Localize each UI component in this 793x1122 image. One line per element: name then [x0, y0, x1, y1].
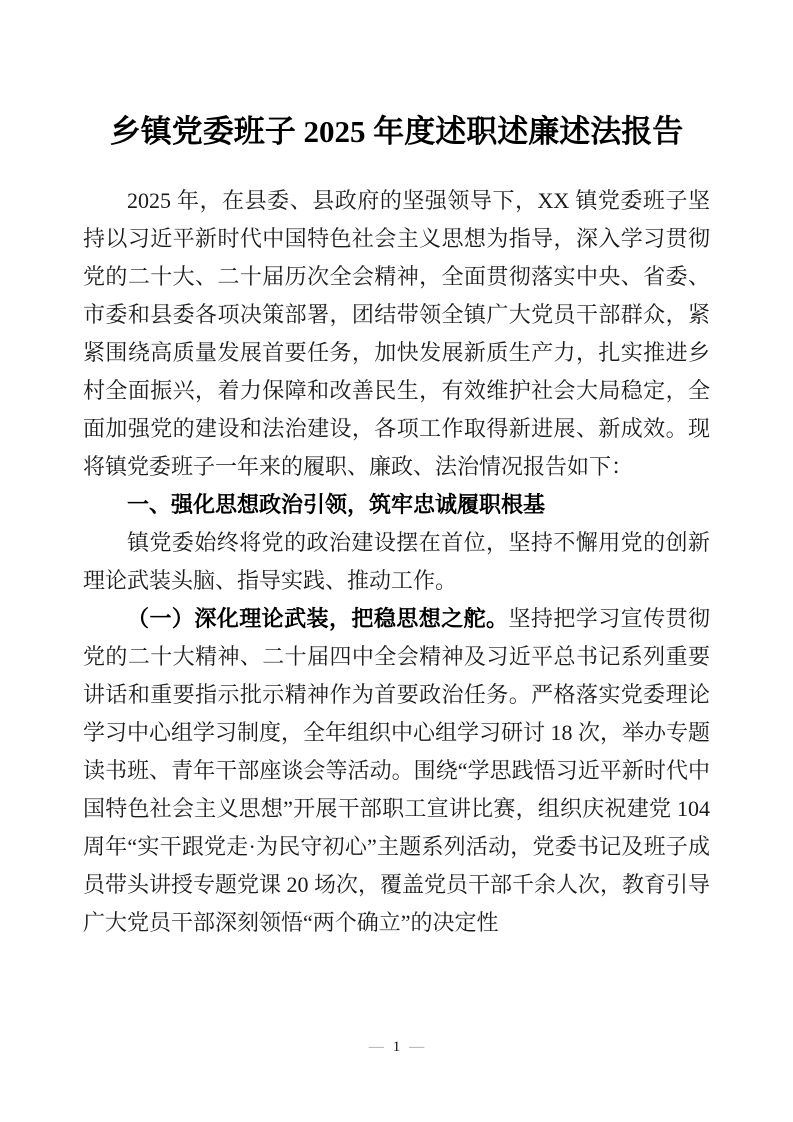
paragraph-body-text: 坚持把学习宣传贯彻党的二十大精神、二十届四中全会精神及习近平总书记系列重要讲话和重要指示批示精神作为首要政治任务。严格落实党委理论学习中心组学习制度，全年组织中心组学习研讨 18 次，举办专题读书班、青年干部座谈会等活动。围绕“学思践悟习近平新时代中国特色社会主义思想”开展干部职工宣讲比赛，组织庆祝建党 104 周年“实干跟党走·为民守初心”主题系列活动，党委书记及班子成员带头讲授专题党课 20 场次，覆盖党员干部千余人次，教育引导广大党员干部深刻领悟“两个确立”的决定性	[83, 606, 711, 935]
section-1-paragraph-2	[83, 600, 710, 942]
document-body	[83, 182, 710, 942]
page-number: 1	[392, 1039, 401, 1055]
footer-dash-right: —	[409, 1039, 425, 1055]
section-1-paragraph-1: 镇党委始终将党的政治建设摆在首位，坚持不懈用党的创新理论武装头脑、指导实践、推动工作。	[83, 530, 710, 593]
paragraph-lead-emphasis: （一）深化理论武装，把稳思想之舵。	[127, 606, 509, 631]
footer-dash-left: —	[368, 1039, 384, 1055]
document-title: 乡镇党委班子 2025 年度述职述廉述法报告	[109, 114, 684, 149]
section-1-heading: 一、强化思想政治引领，筑牢忠诚履职根基	[127, 492, 546, 517]
page-footer	[0, 1038, 793, 1056]
intro-paragraph: 2025 年，在县委、县政府的坚强领导下，XX 镇党委班子坚持以习近平新时代中国特色社会主义思想为指导，深入学习贯彻党的二十大、二十届历次全会精神，全面贯彻落实中央、省委、市委和县委各项决策部署，团结带领全镇广大党员干部群众，紧紧围绕高质量发展首要任务，加快发展新质生产力，扎实推进乡村全面振兴，着力保障和改善民生，有效维护社会大局稳定，全面加强党的建设和法治建设，各项工作取得新进展、新成效。现将镇党委班子一年来的履职、廉政、法治情况报告如下：	[83, 188, 710, 479]
